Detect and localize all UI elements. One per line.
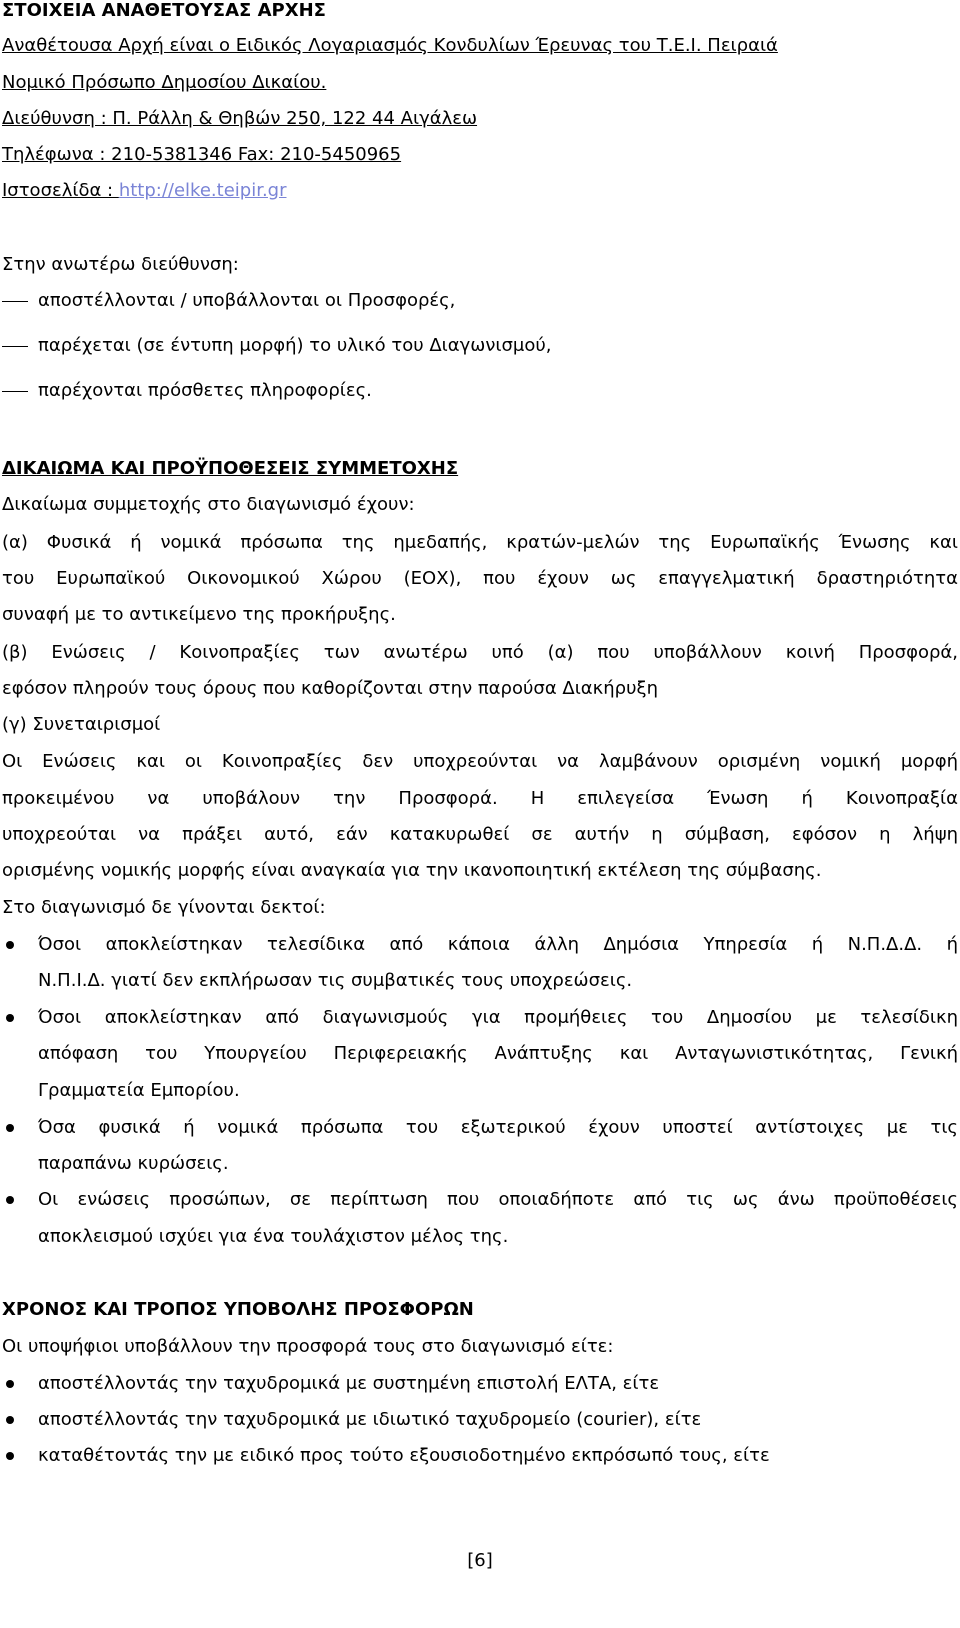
clause-a-line: (α) Φυσικά ή νομικά πρόσωπα της ημεδαπής, κρατών-μελών της Ευρωπαϊκής Ένωσης και (2, 532, 958, 553)
exclusion-item-line: Όσα φυσικά ή νομικά πρόσωπα του εξωτερικού έχουν υποστεί αντίστοιχες με τις (38, 1117, 958, 1138)
exclusion-item-line: Οι ενώσεις προσώπων, σε περίπτωση που οποιαδήποτε από τις ως άνω προϋποθέσεις (38, 1189, 958, 1210)
submission-method: αποστέλλοντάς την ταχυδρομικά με ιδιωτικό ταχυδρομείο (courier), είτε (38, 1409, 702, 1430)
bullet-marker (6, 941, 14, 949)
authority-phones: Τηλέφωνα : 210-5381346 Fax: 210-5450965 (2, 144, 402, 165)
exclusion-item-line: Γραμματεία Εμπορίου. (38, 1080, 240, 1101)
not-accepted-intro: Στο διαγωνισμό δε γίνονται δεκτοί: (2, 897, 326, 918)
exclusion-item-line: Όσοι αποκλείστηκαν από διαγωνισμούς για προμήθειες του Δημοσίου με τελεσίδικη (38, 1007, 958, 1028)
unions-paragraph-line: προκειμένου να υποβάλουν την Προσφορά. Η επιλεγείσα Ένωση ή Κοινοπραξία (2, 788, 958, 809)
dash-marker (2, 301, 28, 302)
authority-website (2, 180, 287, 202)
clause-a-line: συναφή με το αντικείμενο της προκήρυξης. (2, 604, 396, 625)
authority-line-2: Νομικό Πρόσωπο Δημοσίου Δικαίου. (2, 72, 327, 93)
submission-intro: Οι υποψήφιοι υποβάλλουν την προσφορά τους στο διαγωνισμό είτε: (2, 1336, 614, 1357)
website-link[interactable]: http://elke.teipir.gr (118, 180, 287, 201)
authority-address: Διεύθυνση : Π. Ράλλη & Θηβών 250, 122 44 Αιγάλεω (2, 108, 478, 129)
page-number: [6] (467, 1550, 493, 1571)
unions-paragraph-line: ορισμένης νομικής μορφής είναι αναγκαία για την ικανοποιητική εκτέλεση της σύμβασης. (2, 860, 822, 881)
exclusion-item-line: απόφαση του Υπουργείου Περιφερειακής Ανάπτυξης και Ανταγωνιστικότητας, Γενική (38, 1043, 958, 1064)
clause-b-line: (β) Ενώσεις / Κοινοπραξίες των ανωτέρω υπό (α) που υποβάλλουν κοινή Προσφορά, (2, 642, 958, 663)
exclusion-item-line: αποκλεισμού ισχύει για ένα τουλάχιστον μέλος της. (38, 1226, 509, 1247)
bullet-marker (6, 1124, 14, 1132)
dash-marker (2, 346, 28, 347)
bullet-marker (6, 1014, 14, 1022)
bullet-marker (6, 1380, 14, 1388)
participation-intro: Δικαίωμα συμμετοχής στο διαγωνισμό έχουν: (2, 494, 415, 515)
at-address-text: Στην ανωτέρω διεύθυνση: (2, 254, 239, 275)
website-label: Ιστοσελίδα : (2, 180, 119, 201)
bullet-marker (6, 1196, 14, 1204)
submission-method: καταθέτοντάς την με ειδικό προς τούτο εξουσιοδοτημένο εκπρόσωπό τους, είτε (38, 1445, 770, 1466)
exclusion-item-line: Ν.Π.Ι.Δ. γιατί δεν εκπλήρωσαν τις συμβατικές τους υποχρεώσεις. (38, 970, 633, 991)
authority-line-1: Αναθέτουσα Αρχή είναι ο Ειδικός Λογαριασμός Κονδυλίων Έρευνας του Τ.Ε.Ι. Πειραιά (2, 35, 778, 56)
clause-c-line: (γ) Συνεταιρισμοί (2, 714, 161, 735)
clause-a-line: του Ευρωπαϊκού Οικονομικού Χώρου (ΕΟΧ), που έχουν ως επαγγελματική δραστηριότητα (2, 568, 958, 589)
dash-item: παρέχεται (σε έντυπη μορφή) το υλικό του Διαγωνισμού, (38, 335, 552, 356)
participation-heading: ΔΙΚΑΙΩΜΑ ΚΑΙ ΠΡΟΫΠΟΘΕΣΕΙΣ ΣΥΜΜΕΤΟΧΗΣ (2, 458, 459, 479)
bullet-marker (6, 1452, 14, 1460)
bullet-marker (6, 1416, 14, 1424)
dash-item: αποστέλλονται / υποβάλλονται οι Προσφορές, (38, 290, 456, 311)
dash-item: παρέχονται πρόσθετες πληροφορίες. (38, 380, 372, 401)
dash-marker (2, 391, 28, 392)
authority-heading: ΣΤΟΙΧΕΙΑ ΑΝΑΘΕΤΟΥΣΑΣ ΑΡΧΗΣ (2, 0, 326, 21)
submission-heading: ΧΡΟΝΟΣ ΚΑΙ ΤΡΟΠΟΣ ΥΠΟΒΟΛΗΣ ΠΡΟΣΦΟΡΩΝ (2, 1299, 474, 1320)
clause-b-line: εφόσον πληρούν τους όρους που καθορίζονται στην παρούσα Διακήρυξη (2, 678, 658, 699)
exclusion-item-line: Όσοι αποκλείστηκαν τελεσίδικα από κάποια άλλη Δημόσια Υπηρεσία ή Ν.Π.Δ.Δ. ή (38, 934, 958, 955)
unions-paragraph-line: Οι Ενώσεις και οι Κοινοπραξίες δεν υποχρεούνται να λαμβάνουν ορισμένη νομική μορφή (2, 751, 958, 772)
submission-method: αποστέλλοντάς την ταχυδρομικά με συστημένη επιστολή ΕΛΤΑ, είτε (38, 1373, 660, 1394)
exclusion-item-line: παραπάνω κυρώσεις. (38, 1153, 229, 1174)
unions-paragraph-line: υποχρεούται να πράξει αυτό, εάν κατακυρωθεί σε αυτήν η σύμβαση, εφόσον η λήψη (2, 824, 958, 845)
